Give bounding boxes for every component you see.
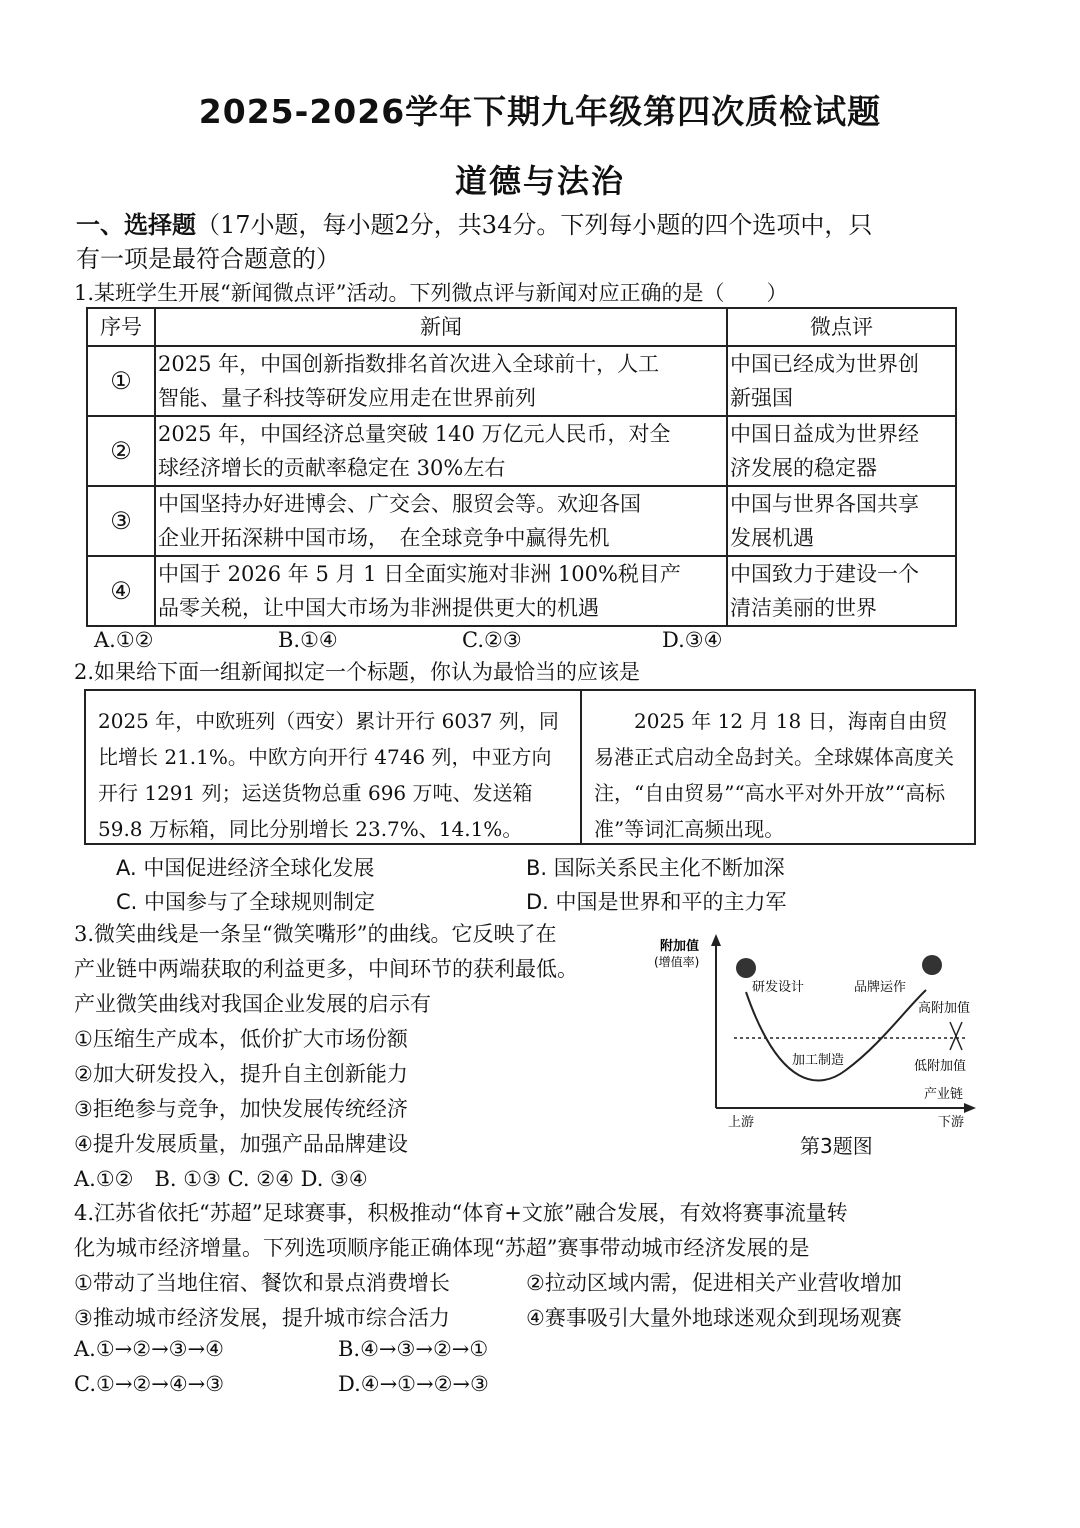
table-row [87, 556, 956, 626]
q4-option-b[interactable]: B.④→③→②→① [338, 1337, 489, 1361]
label-brand: 品牌运作 [854, 980, 907, 995]
ylabel-1: 附加值 [660, 939, 700, 954]
q1-header-comment: 微点评 [727, 308, 956, 346]
table-row [87, 416, 956, 486]
q4-option-d[interactable]: D.④→①→②→③ [338, 1372, 489, 1396]
row-comment: 中国已经成为世界创 新强国 [727, 346, 956, 416]
q3-options[interactable]: A.①② B. ①③ C. ②④ D. ③④ [74, 1167, 368, 1191]
row-news: 2025 年，中国创新指数排名首次进入全球前十，人工 智能、量子科技等研发应用走在世界前列 [155, 346, 727, 416]
q4-option-c[interactable]: C.①→②→④→③ [74, 1372, 225, 1396]
row-news: 中国于 2026 年 5 月 1 日全面实施对非洲 100%税目产 品零关税，让中国大市场为非洲提供更大的机遇 [155, 556, 727, 626]
q3-item-2: ②加大研发投入，提升自主创新能力 [74, 1062, 408, 1086]
label-mfg: 加工制造 [792, 1053, 845, 1068]
q2-option-b[interactable]: B. 国际关系民主化不断加深 [526, 856, 785, 880]
q1-header-num: 序号 [87, 308, 155, 346]
q1-option-c[interactable]: C.②③ [462, 628, 522, 652]
row-comment: 中国与世界各国共享 发展机遇 [727, 486, 956, 556]
q4-stem-2: 化为城市经济增量。下列选项顺序能正确体现“苏超”赛事带动城市经济发展的是 [74, 1236, 810, 1260]
rd-dot [736, 958, 756, 978]
q2-news-box [84, 689, 976, 845]
q2-option-a[interactable]: A. 中国促进经济全球化发展 [116, 856, 375, 880]
ylabel-2: (增值率) [654, 955, 700, 969]
q1-table [86, 307, 957, 627]
row-num: ① [87, 346, 155, 416]
label-chain: 产业链 [924, 1087, 964, 1102]
smile-curve-figure [650, 930, 980, 1165]
q4-option-a[interactable]: A.①→②→③→④ [74, 1337, 224, 1361]
q3-stem-3: 产业微笑曲线对我国企业发展的启示有 [74, 992, 431, 1016]
row-comment: 中国致力于建设一个 清洁美丽的世界 [727, 556, 956, 626]
section-desc-2: 有一项是最符合题意的） [76, 245, 340, 273]
q1-stem: 1.某班学生开展“新闻微点评”活动。下列微点评与新闻对应正确的是（ ） [74, 281, 788, 305]
label-rd: 研发设计 [752, 980, 805, 995]
q4-stem-1: 4.江苏省依托“苏超”足球赛事，积极推动“体育+文旅”融合发展，有效将赛事流量转 [74, 1201, 848, 1225]
q2-news-left: 2025 年，中欧班列（西安）累计开行 6037 列，同比增长 21.1%。中欧方向开行 4746 列，中亚方向开行 1291 列；运送货物总重 696 万吨、发送箱 59.8 万标箱，同比分别增长 23.7%、14.1%。 [86, 691, 582, 843]
q1-option-b[interactable]: B.①④ [278, 628, 338, 652]
q4-item-4: ④赛事吸引大量外地球迷观众到现场观赛 [526, 1306, 902, 1330]
q1-option-d[interactable]: D.③④ [662, 628, 723, 652]
q4-item-3: ③推动城市经济发展，提升城市综合活力 [74, 1306, 450, 1330]
exam-title: 2025-2026学年下期九年级第四次质检试题 [198, 92, 882, 131]
q2-option-c[interactable]: C. 中国参与了全球规则制定 [116, 890, 376, 914]
row-num: ② [87, 416, 155, 486]
q4-item-2: ②拉动区域内需，促进相关产业营收增加 [526, 1271, 902, 1295]
row-news: 中国坚持办好进博会、广交会、服贸会等。欢迎各国 企业开拓深耕中国市场， 在全球竞争中赢得先机 [155, 486, 727, 556]
section-desc-1: （17小题，每小题2分，共34分。下列每小题的四个选项中，只 [196, 211, 873, 239]
smile-curve-svg [650, 930, 980, 1130]
section-label: 一、选择题 [76, 211, 196, 239]
label-high: 高附加值 [918, 1001, 971, 1016]
section-heading [76, 208, 976, 276]
q3-item-4: ④提升发展质量，加强产品品牌建设 [74, 1132, 408, 1156]
table-row [87, 346, 956, 416]
label-low: 低附加值 [914, 1059, 967, 1074]
q3-item-3: ③拒绝参与竞争，加快发展传统经济 [74, 1097, 408, 1121]
q2-stem: 2.如果给下面一组新闻拟定一个标题，你认为最恰当的应该是 [74, 660, 641, 684]
q1-header-news: 新闻 [155, 308, 727, 346]
row-comment: 中国日益成为世界经 济发展的稳定器 [727, 416, 956, 486]
table-row [87, 486, 956, 556]
q3-stem-2: 产业链中两端获取的利益更多，中间环节的获利最低。 [74, 957, 578, 981]
brand-dot [922, 955, 942, 975]
y-axis-arrow [711, 934, 721, 946]
row-num: ③ [87, 486, 155, 556]
q2-option-d[interactable]: D. 中国是世界和平的主力军 [526, 890, 787, 914]
x-axis-arrow [964, 1103, 976, 1113]
q1-option-a[interactable]: A.①② [94, 628, 154, 652]
row-news: 2025 年，中国经济总量突破 140 万亿元人民币，对全 球经济增长的贡献率稳定在 30%左右 [155, 416, 727, 486]
q2-news-right: 2025 年 12 月 18 日，海南自由贸易港正式启动全岛封关。全球媒体高度关注，“自由贸易”“高水平对外开放”“高标准”等词汇高频出现。 [594, 709, 954, 841]
q4-item-1: ①带动了当地住宿、餐饮和景点消费增长 [74, 1271, 450, 1295]
subject-title: 道德与法治 [454, 162, 625, 200]
label-down: 下游 [938, 1115, 965, 1130]
q3-item-1: ①压缩生产成本，低价扩大市场份额 [74, 1027, 408, 1051]
label-up: 上游 [728, 1115, 755, 1130]
figure-caption: 第3题图 [800, 1134, 873, 1158]
row-num: ④ [87, 556, 155, 626]
q3-stem-1: 3.微笑曲线是一条呈“微笑嘴形”的曲线。它反映了在 [74, 922, 557, 946]
